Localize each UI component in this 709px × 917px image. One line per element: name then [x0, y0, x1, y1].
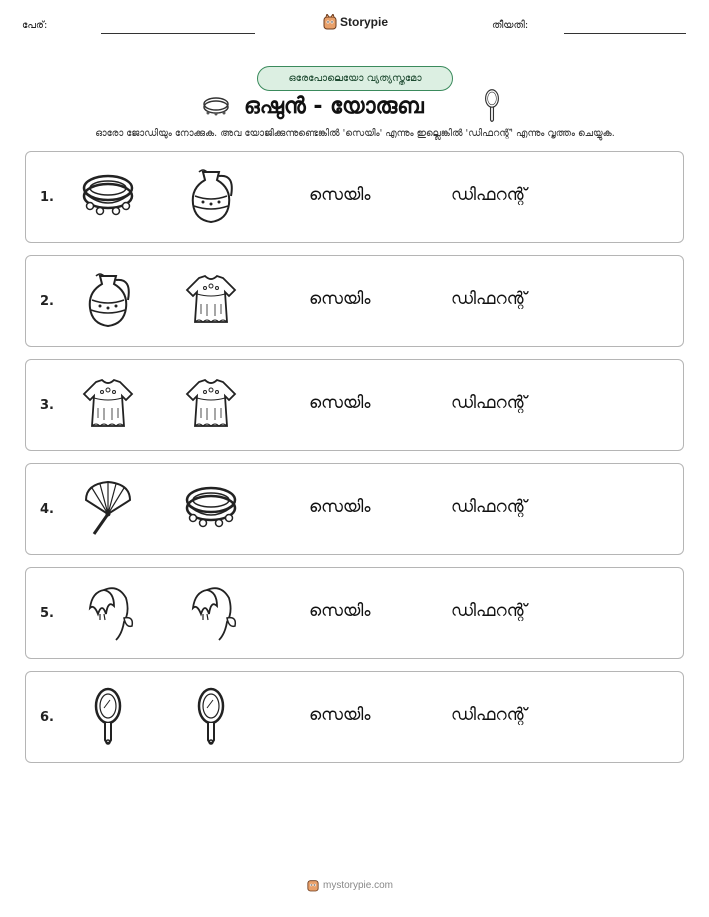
pair-row-6 [25, 671, 684, 763]
vase-icon [181, 166, 241, 228]
storypie-mascot-icon [323, 14, 337, 30]
mirror-icon [181, 686, 241, 748]
row-number: 1. [40, 190, 54, 205]
brand-name: Storypie [340, 15, 389, 29]
bracelet-icon [181, 478, 241, 540]
pair-row-2 [25, 255, 684, 347]
title-row [0, 88, 709, 124]
same-option[interactable]: സെയിം [309, 289, 371, 309]
mirror-icon [78, 686, 138, 748]
storypie-mascot-icon [307, 878, 319, 892]
instructions-text: ഓരോ ജോഡിയും നോക്കുക. അവ യോജിക്കുന്നുണ്ടെങ്കിൽ 'സെയിം' എന്നും ഇല്ലെങ്കിൽ 'ഡിഫറന്റ്' എന്നും വൃത്തം ചെയ്യുക. [95, 128, 615, 139]
vase-icon [78, 270, 138, 332]
same-option[interactable]: സെയിം [309, 185, 371, 205]
different-option[interactable]: ഡിഫറന്റ് [451, 185, 527, 205]
same-option[interactable]: സെയിം [309, 393, 371, 413]
row-number: 5. [40, 606, 54, 621]
name-label: പേര്: [22, 20, 48, 31]
bracelet-icon [201, 94, 231, 122]
flower-icon [181, 582, 241, 644]
category-badge: ഒരേപോലെയോ വ്യത്യസ്തമോ [257, 66, 453, 91]
date-field[interactable] [564, 33, 686, 34]
different-option[interactable]: ഡിഫറന്റ് [451, 705, 527, 725]
fan-icon [78, 478, 138, 540]
different-option[interactable]: ഡിഫറന്റ് [451, 289, 527, 309]
date-label: തീയതി: [492, 20, 529, 31]
same-option[interactable]: സെയിം [309, 497, 371, 517]
row-number: 6. [40, 710, 54, 725]
bracelet-icon [78, 166, 138, 228]
different-option[interactable]: ഡിഫറന്റ് [451, 497, 527, 517]
different-option[interactable]: ഡിഫറന്റ് [451, 393, 527, 413]
pair-row-3 [25, 359, 684, 451]
worksheet-header [0, 12, 709, 42]
name-field[interactable] [101, 33, 255, 34]
pair-row-1 [25, 151, 684, 243]
brand-logo [323, 14, 388, 30]
same-option[interactable]: സെയിം [309, 705, 371, 725]
different-option[interactable]: ഡിഫറന്റ് [451, 601, 527, 621]
pair-row-4 [25, 463, 684, 555]
page-title: ഒഷുൻ - യോരുബ [244, 94, 424, 119]
row-number: 3. [40, 398, 54, 413]
dress-icon [181, 270, 241, 332]
dress-icon [78, 374, 138, 436]
pair-row-5 [25, 567, 684, 659]
row-number: 4. [40, 502, 54, 517]
same-option[interactable]: സെയിം [309, 601, 371, 621]
footer [307, 878, 393, 892]
row-number: 2. [40, 294, 54, 309]
dress-icon [181, 374, 241, 436]
footer-url[interactable]: mystorypie.com [323, 879, 394, 891]
mirror-icon [482, 88, 502, 128]
flower-icon [78, 582, 138, 644]
